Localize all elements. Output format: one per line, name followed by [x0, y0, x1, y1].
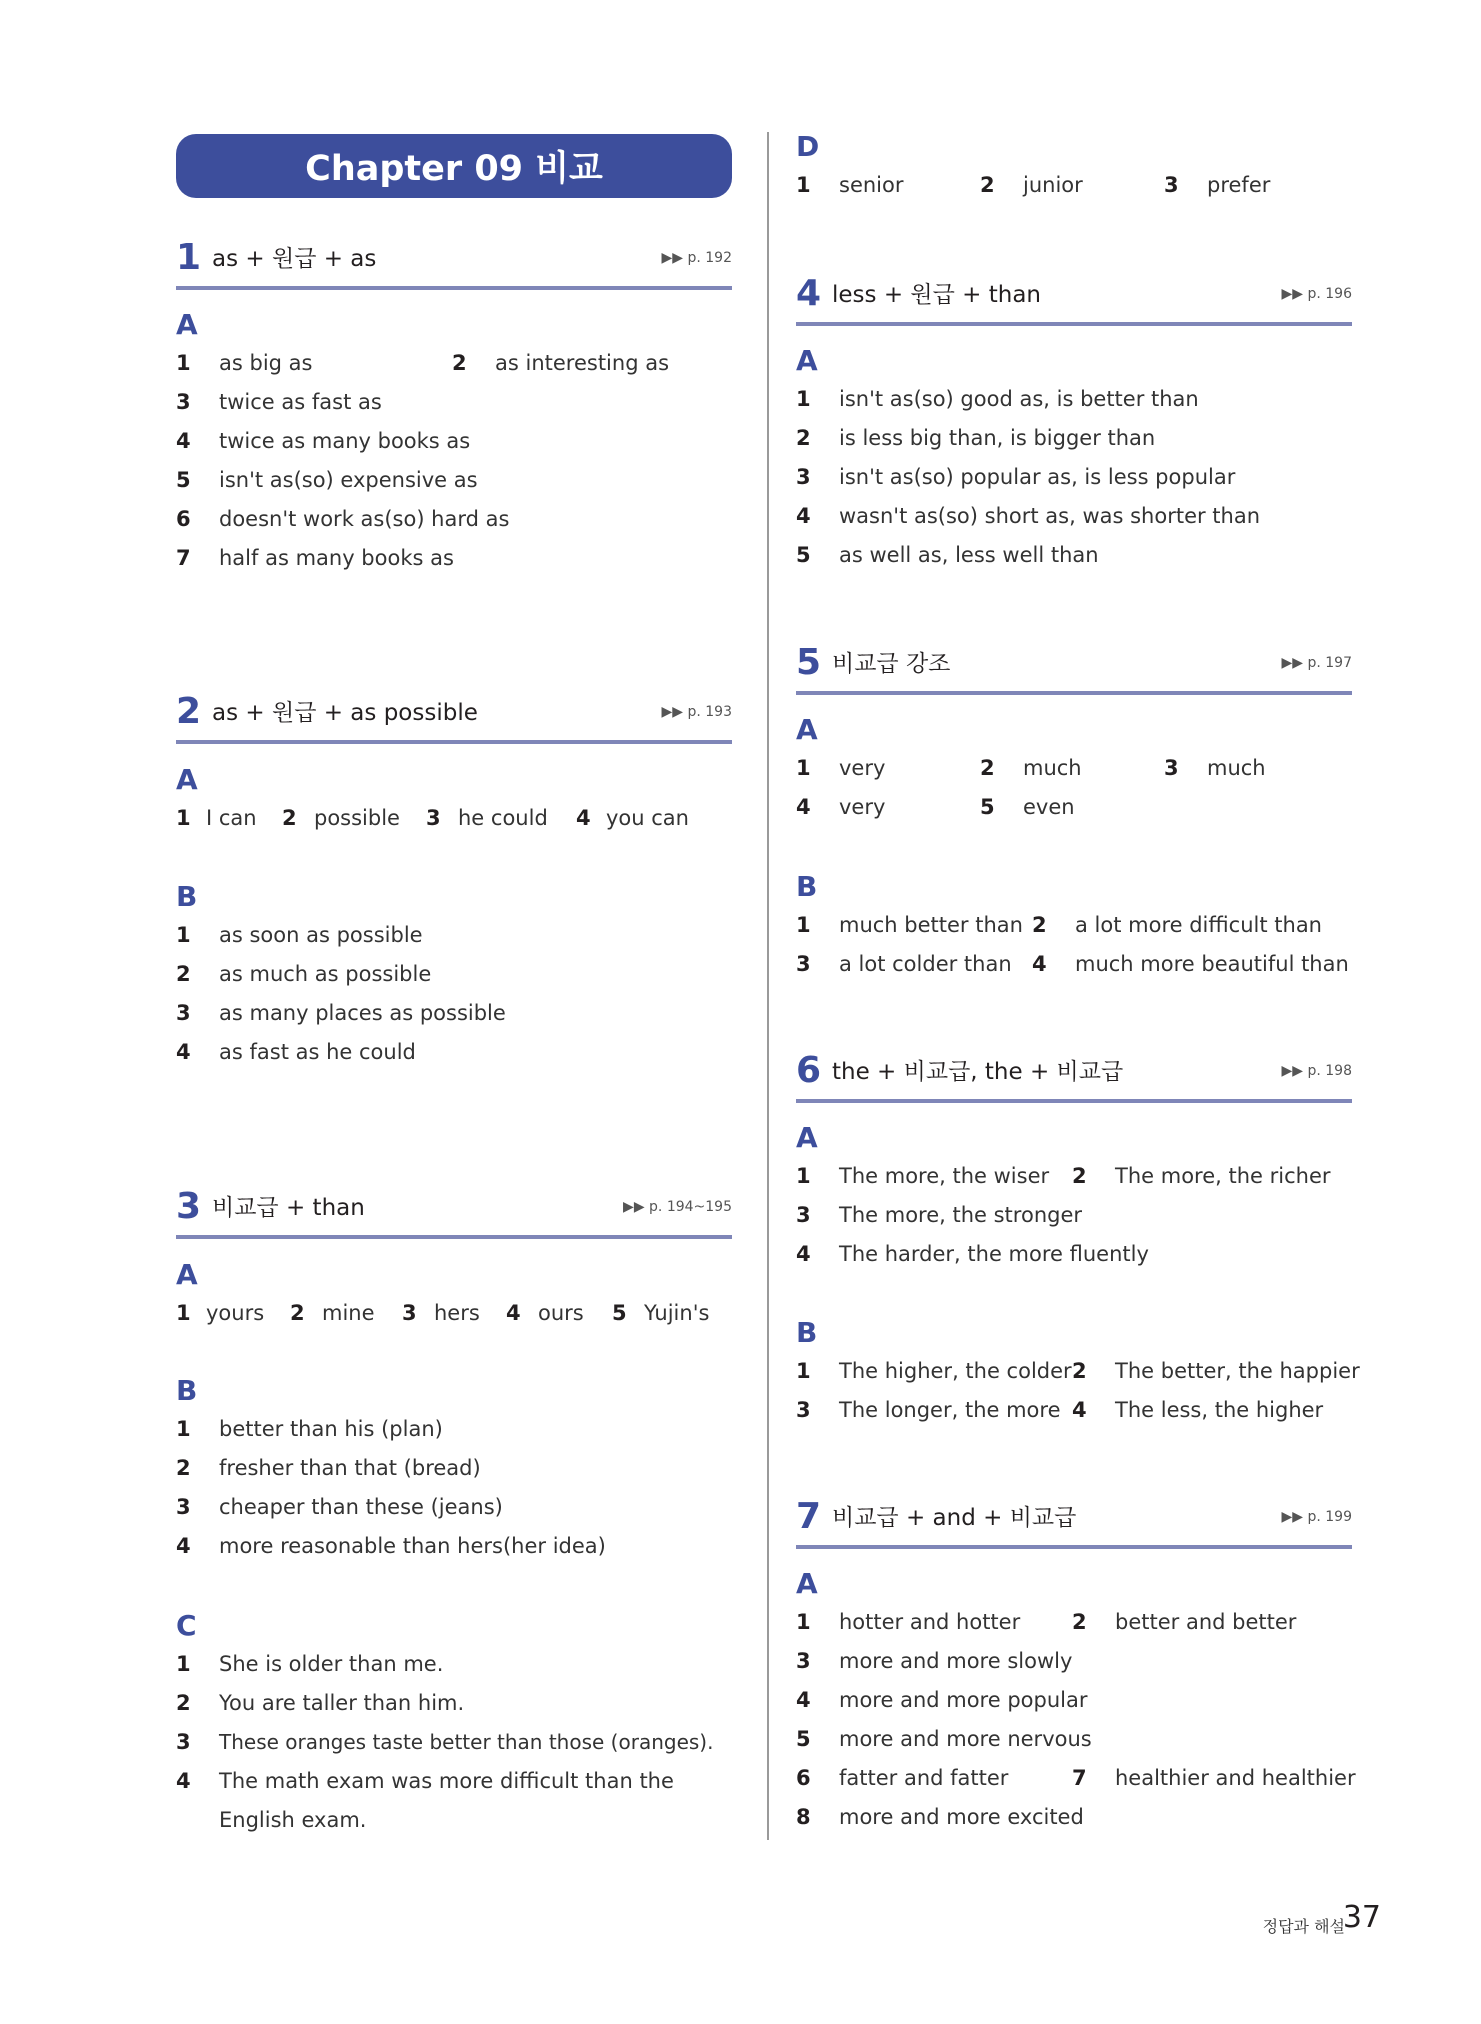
section-number: 7 [796, 1496, 822, 1537]
page-reference: ▶▶ p. 196 [1281, 286, 1352, 302]
subsection-label: A [176, 763, 198, 796]
answer-row: 3 The more, the stronger [796, 1203, 1083, 1227]
answer-row: 1 as soon as possible [176, 923, 423, 947]
answer-row: 2 as much as possible [176, 962, 432, 986]
section-6 [796, 1049, 1352, 1093]
answer-row: 1 much better than 2 a lot more difficult than [796, 913, 1322, 937]
answer-row: 5 as well as, less well than [796, 543, 1099, 567]
section-rule [796, 1545, 1352, 1549]
answer-row: 1 I can 2 possible 3 he could 4 you can [176, 806, 689, 830]
answer-row: 1 hotter and hotter 2 better and better [796, 1610, 1297, 1634]
page-reference: ▶▶ p. 197 [1281, 655, 1352, 671]
subsection-label: B [796, 1316, 818, 1349]
section-number: 6 [796, 1050, 822, 1091]
answer-row: 4 wasn't as(so) short as, was shorter than [796, 504, 1261, 528]
section-5 [796, 641, 1352, 685]
answer-row: 3 These oranges taste better than those (oranges). [176, 1730, 714, 1754]
section-number: 5 [796, 642, 822, 683]
answer-row: 4 twice as many books as [176, 429, 471, 453]
answer-row: 4 The harder, the more fluently [796, 1242, 1149, 1266]
section-rule [796, 691, 1352, 695]
answer-row: 3 a lot colder than 4 much more beautiful than [796, 952, 1349, 976]
answer-row: 3 The longer, the more 4 The less, the higher [796, 1398, 1324, 1422]
answer-row: 1 isn't as(so) good as, is better than [796, 387, 1199, 411]
section-rule [176, 740, 732, 744]
column-divider [767, 132, 769, 1840]
subsection-label: A [796, 1121, 818, 1154]
answer-row: English exam. [219, 1808, 367, 1832]
answer-row: 1 The more, the wiser 2 The more, the richer [796, 1164, 1331, 1188]
answer-row: 3 isn't as(so) popular as, is less popular [796, 465, 1236, 489]
section-7 [796, 1495, 1352, 1539]
answer-row: 4 more reasonable than hers(her idea) [176, 1534, 606, 1558]
answer-row: 3 cheaper than these (jeans) [176, 1495, 503, 1519]
page-reference: ▶▶ p. 199 [1281, 1509, 1352, 1525]
answer-row: 3 twice as fast as [176, 390, 382, 414]
answer-row: 5 isn't as(so) expensive as [176, 468, 478, 492]
subsection-label: B [796, 870, 818, 903]
answer-row: 1 better than his (plan) [176, 1417, 443, 1441]
section-2 [176, 690, 732, 734]
answer-row: 6 fatter and fatter 7 healthier and healthier [796, 1766, 1356, 1790]
answer-row: 7 half as many books as [176, 546, 454, 570]
section-number: 1 [176, 237, 202, 278]
page-reference: ▶▶ p. 198 [1281, 1063, 1352, 1079]
answer-row: 2 fresher than that (bread) [176, 1456, 481, 1480]
answer-row: 5 more and more nervous [796, 1727, 1092, 1751]
subsection-label: A [176, 1258, 198, 1291]
section-title: 비교급 + and + 비교급 [832, 1505, 1077, 1531]
answer-row: 2 You are taller than him. [176, 1691, 465, 1715]
answer-row: 4 very 5 even [796, 795, 1075, 819]
subsection-label: B [176, 1374, 198, 1407]
section-number: 3 [176, 1186, 202, 1227]
subsection-label: A [796, 1567, 818, 1600]
section-rule [796, 1099, 1352, 1103]
answer-row: 1 yours 2 mine 3 hers 4 ours 5 Yujin's [176, 1301, 710, 1325]
page-reference: ▶▶ p. 192 [661, 250, 732, 266]
answer-row: 4 as fast as he could [176, 1040, 416, 1064]
section-title: as + 원급 + as [212, 246, 377, 272]
subsection-label: A [796, 344, 818, 377]
section-rule [176, 1235, 732, 1239]
section-title: 비교급 + than [212, 1195, 365, 1221]
answer-row: 1 very 2 much 3 much [796, 756, 1266, 780]
answer-row: 3 more and more slowly [796, 1649, 1073, 1673]
subsection-label: D [796, 130, 820, 163]
answer-row: 6 doesn't work as(so) hard as [176, 507, 510, 531]
section-rule [176, 286, 732, 290]
section-1 [176, 236, 732, 280]
subsection-label: A [796, 713, 818, 746]
chapter-title: Chapter 09 비교 [176, 134, 732, 198]
section-3 [176, 1185, 732, 1229]
answer-row: 8 more and more excited [796, 1805, 1084, 1829]
answer-row: 4 more and more popular [796, 1688, 1088, 1712]
page-reference: ▶▶ p. 194~195 [623, 1199, 732, 1215]
section-4 [796, 272, 1352, 316]
section-rule [796, 322, 1352, 326]
answer-row: 4 The math exam was more difficult than the [176, 1769, 674, 1793]
answer-row: 1 The higher, the colder 2 The better, the happier [796, 1359, 1360, 1383]
page-reference: ▶▶ p. 193 [661, 704, 732, 720]
section-number: 4 [796, 273, 822, 314]
answer-row: 1 She is older than me. [176, 1652, 444, 1676]
subsection-label: B [176, 880, 198, 913]
section-title: less + 원급 + than [832, 282, 1041, 308]
answer-row: 1 as big as 2 as interesting as [176, 351, 670, 375]
answer-row: 1 senior 2 junior 3 prefer [796, 173, 1271, 197]
answer-row: 3 as many places as possible [176, 1001, 506, 1025]
section-number: 2 [176, 691, 202, 732]
section-title: 비교급 강조 [832, 651, 951, 677]
footer-label: 정답과 해설 [1262, 1917, 1345, 1936]
page-number: 37 [1342, 1900, 1381, 1935]
answer-row: 2 is less big than, is bigger than [796, 426, 1156, 450]
section-title: the + 비교급, the + 비교급 [832, 1059, 1124, 1085]
section-title: as + 원급 + as possible [212, 700, 478, 726]
subsection-label: A [176, 308, 198, 341]
subsection-label: C [176, 1609, 197, 1642]
